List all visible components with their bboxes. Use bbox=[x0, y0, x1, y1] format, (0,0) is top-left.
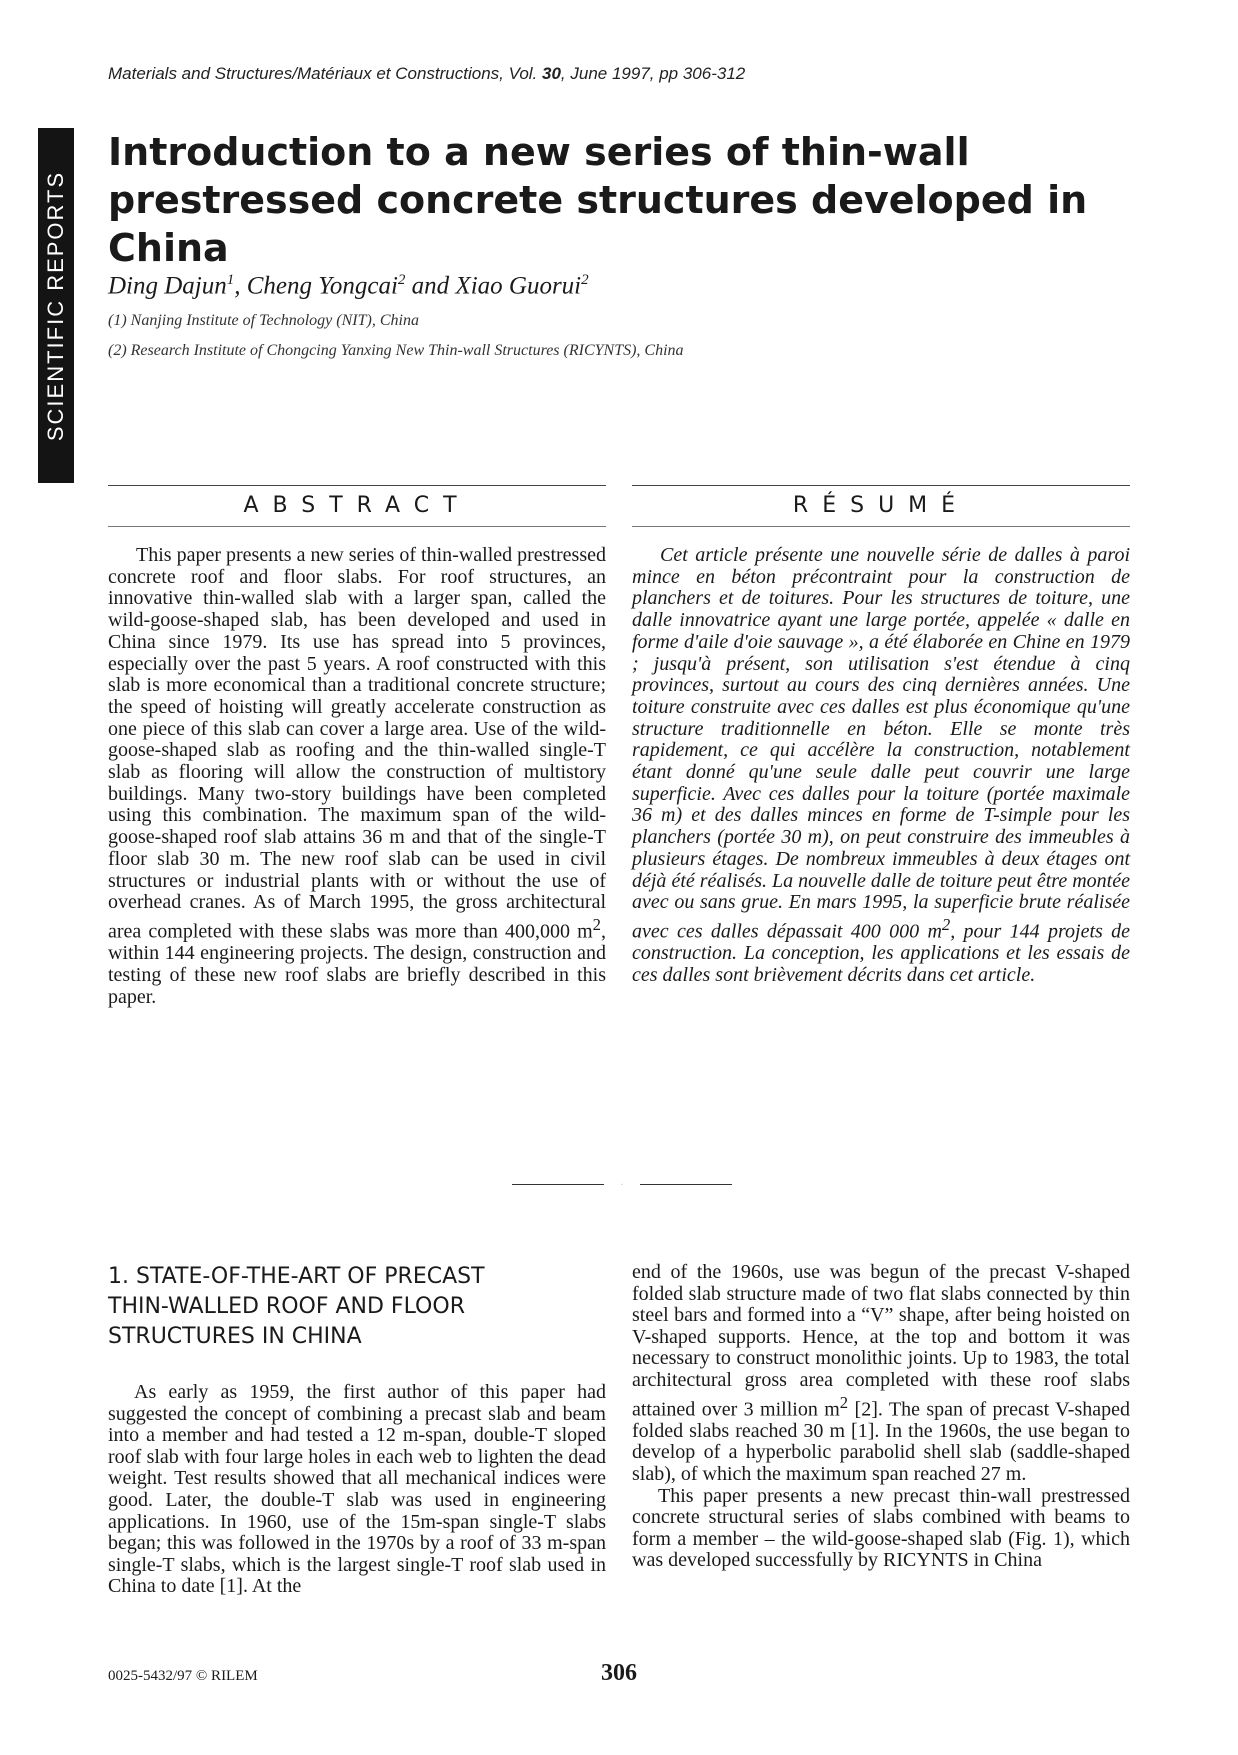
section-divider-ornament bbox=[512, 1180, 732, 1190]
abstract-body bbox=[108, 545, 606, 1008]
paragraph-2-superscript: 2 bbox=[839, 1392, 849, 1412]
abstract-top-rule bbox=[108, 485, 606, 486]
abstract-text-end: , within 144 engineering projects. The design, construction and testing of these new roof slabs are briefly described in this paper. bbox=[108, 920, 606, 1008]
journal-name: Materials and Structures/Matériaux et Constructions, Vol. bbox=[108, 64, 542, 83]
author-1: Ding Dajun bbox=[108, 272, 227, 300]
divider-right-line bbox=[640, 1184, 732, 1185]
author-separator: and bbox=[405, 272, 456, 300]
resume-superscript: 2 bbox=[941, 914, 951, 934]
paper-title: Introduction to a new series of thin-wall prestressed concrete structures developed in China bbox=[108, 130, 1088, 270]
resume-text-end: , pour 144 projets de construction. La conception, les applications et les essais de ces dalles sont brièvement décrits dans cet article. bbox=[632, 920, 1130, 987]
affiliation-2: (2) Research Institute of Chongcing Yanxing New Thin-wall Structures (RICYNTS), China bbox=[108, 342, 684, 359]
journal-issue-pages: , June 1997, pp 306-312 bbox=[560, 64, 746, 83]
author-3: Xiao Guorui bbox=[455, 272, 582, 300]
journal-citation bbox=[108, 64, 745, 84]
resume-body bbox=[632, 545, 1130, 987]
author-2: Cheng Yongcai bbox=[246, 272, 398, 300]
section-1-paragraph-2 bbox=[632, 1262, 1130, 1486]
resume-top-rule bbox=[632, 485, 1130, 486]
resume-paragraph bbox=[632, 545, 1130, 987]
page-number: 306 bbox=[601, 1660, 637, 1686]
side-tab-label: SCIENTIFIC REPORTS bbox=[43, 170, 68, 441]
author-separator: , bbox=[234, 272, 247, 300]
journal-volume: 30 bbox=[542, 64, 561, 83]
section-1-left-column bbox=[108, 1382, 606, 1598]
affiliation-1: (1) Nanjing Institute of Technology (NIT), China bbox=[108, 312, 419, 329]
section-1-heading: 1. STATE-OF-THE-ART OF PRECAST THIN-WALLED ROOF AND FLOOR STRUCTURES IN CHINA bbox=[108, 1264, 485, 1349]
resume-heading: RÉSUMÉ bbox=[792, 493, 970, 518]
author-list bbox=[108, 272, 589, 300]
section-1-paragraph-1: As early as 1959, the first author of this paper had suggested the concept of combining a precast slab and beam into a member and had tested a 12 m-span, double-T sloped roof slab with four large holes in each web to lighten the dead weight. Test results showed that all mechanical indices were good. Later, the double-T slab was used in engineering applications. In 1960, use of the 15m-span single-T slabs began; this was followed in the 1970s by a roof of 33 m-span single-T slabs, which is the largest single-T roof slab used in China to date [1]. At the bbox=[108, 1381, 606, 1598]
section-1-paragraph-3: This paper presents a new precast thin-wall prestressed concrete structural series of slabs combined with beams to form a member – the wild-goose-shaped slab (Fig. 1), which was developed successfully by RICYNTS in China bbox=[632, 1484, 1130, 1572]
author-2-affil-mark: 2 bbox=[397, 272, 406, 288]
abstract-bottom-rule bbox=[108, 526, 606, 527]
resume-text: Cet article présente une nouvelle série de dalles à paroi mince en béton précontraint pour la construction de planchers et de toitures. Pour les structures de toiture, une dalle innovatrice ayant une large portée, appelée « dalle en forme d'aile d'oie sauvage », a été élaborée en Chine en 1979 ; jusqu'à présent, son utilisation s'est étendue à cinq provinces, surtout au cours des cinq dernières années. Une toiture construite avec ces dalles est plus économique qu'une structure traditionnelle en béton. Elle se monte très rapidement, ce qui accélère la construction, notablement étant donné qu'une seule dalle peut couvrir une large superficie. Avec ces dalles pour la toiture (portée maximale 36 m) et des dalles minces en forme de T-simple pour les planchers (portée 30 m), on peut construire des immeubles à plusieurs étages. De nombreux immeubles à deux étages ont déjà été réalisés. La nouvelle dalle de toiture peut être montée avec ou sans grue. En mars 1995, la superficie brute réalisée avec ces dalles dépassait 400 000 m bbox=[632, 544, 1130, 943]
paragraph-2-text-end: [2]. The span of precast V-shaped folded slabs reached 30 m [1]. In the 1960s, the use began to develop of a hyperbolic parabolid shell slab (saddle-shaped slab), of which the maximum span reached 27 m. bbox=[632, 1398, 1130, 1485]
resume-bottom-rule bbox=[632, 526, 1130, 527]
abstract-paragraph bbox=[108, 545, 606, 1008]
paragraph-2-text: end of the 1960s, use was begun of the precast V-shaped folded slab structure made of two flat slabs connected by thin steel bars and formed into a “V” shape, after being hoisted on V-shaped supports. Hence, at the top and bottom it was necessary to construct monolithic joints. Up to 1983, the total architectural gross area completed with these roof slabs attained over 3 million m bbox=[632, 1261, 1130, 1421]
author-3-affil-mark: 2 bbox=[581, 272, 589, 288]
abstract-heading: ABSTRACT bbox=[243, 493, 471, 518]
section-1-right-column bbox=[632, 1262, 1130, 1572]
divider-left-line bbox=[512, 1184, 604, 1185]
abstract-text: This paper presents a new series of thin-walled prestressed concrete roof and floor slabs. For roof structures, an innovative thin-walled slab with a larger span, called the wild-goose-shaped slab, has been developed and used in China since 1979. Its use has spread into 5 provinces, especially over the past 5 years. A roof constructed with this slab is more economical than a traditional concrete structure; the speed of hoisting will greatly accelerate construction as one piece of this slab can cover a large area. Use of the wild-goose-shaped slab as roofing and the thin-walled single-T slab as flooring will allow the construction of multistory buildings. Many two-story buildings have been completed using this combination. The maximum span of the wild-goose-shaped roof slab attains 36 m and that of the single-T floor slab 30 m. The new roof slab can be used in civil structures or industrial plants with or without the use of overhead cranes. As of March 1995, the gross architectural area completed with these slabs was more than 400,000 m bbox=[108, 544, 606, 943]
section-side-tab bbox=[38, 128, 74, 483]
abstract-superscript: 2 bbox=[592, 914, 601, 934]
issn-copyright: 0025-5432/97 © RILEM bbox=[108, 1668, 258, 1684]
author-1-affil-mark: 1 bbox=[226, 272, 235, 288]
divider-center-mark: · bbox=[620, 1180, 624, 1191]
